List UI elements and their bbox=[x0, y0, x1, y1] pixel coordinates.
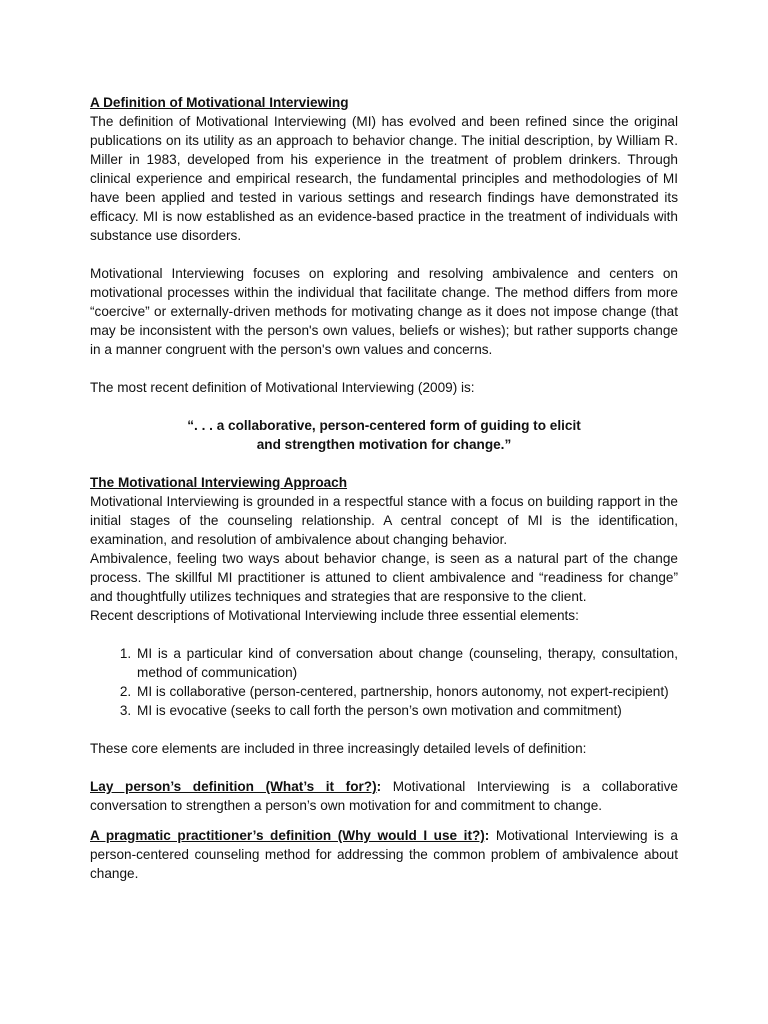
paragraph-essential-elements-intro: Recent descriptions of Motivational Interviewing include three essential elements: bbox=[90, 608, 579, 623]
definition-lay-person: Lay person’s definition (What’s it for?): Motivational Interviewing is a collaborative conversation to strengthen a person’s own motivation for and commitment to change. bbox=[90, 779, 678, 813]
quote-line-2: and strengthen motivation for change.” bbox=[256, 437, 512, 452]
paragraph-approach-rapport: Motivational Interviewing is grounded in a respectful stance with a focus on building rapport in the initial stages of the counseling relationship. A central concept of MI is the identification, examination, and resolution of ambivalence about changing behavior. bbox=[90, 494, 678, 547]
quote-line-1: “. . . a collaborative, person-centered form of guiding to elicit bbox=[187, 418, 581, 433]
definition-pragmatic-text: Motivational Interviewing is a person-centered counseling method for addressing the common problem of ambivalence about change. bbox=[90, 828, 678, 881]
paragraph-recent-definition-intro: The most recent definition of Motivational Interviewing (2009) is: bbox=[90, 380, 475, 395]
paragraph-ambivalence-focus: Motivational Interviewing focuses on exploring and resolving ambivalence and centers on motivational processes within the individual that facilitate change. The method differs from more “coercive” or externally-driven methods for motivating change as it does not impose change (that may be inconsistent with the person's own values, beliefs or wishes); but rather supports change in a manner congruent with the person's own values and concerns. bbox=[90, 266, 678, 357]
definition-pragmatic-label: A pragmatic practitioner’s definition (Why would I use it?) bbox=[90, 828, 485, 843]
paragraph-definition-history: The definition of Motivational Interviewing (MI) has evolved and been refined since the original publications on its utility as an approach to behavior change. The initial description, by William R. Miller in 1983, developed from his experience in the treatment of problem drinkers. Through clinical experience and empirical research, the fundamental principles and methodologies of MI have been applied and tested in various settings and research findings have demonstrated its efficacy. MI is now established as an evidence-based practice in the treatment of individuals with substance use disorders. bbox=[90, 114, 678, 243]
paragraph-approach-ambivalence: Ambivalence, feeling two ways about behavior change, is seen as a natural part of the change process. The skillful MI practitioner is attuned to client ambivalence and “readiness for change” and thoughtfully utilizes techniques and strategies that are responsive to the client. bbox=[90, 551, 678, 604]
section-heading-definition: A Definition of Motivational Interviewing bbox=[90, 95, 349, 110]
section-heading-approach: The Motivational Interviewing Approach bbox=[90, 475, 348, 490]
list-item: 1. MI is a particular kind of conversation about change (counseling, therapy, consultation, method of communication) bbox=[135, 644, 678, 682]
list-item: 3. MI is evocative (seeks to call forth the person’s own motivation and commitment) bbox=[135, 701, 678, 720]
list-item: 2. MI is collaborative (person-centered, partnership, honors autonomy, not expert-recipient) bbox=[135, 682, 678, 701]
definition-lay-text: Motivational Interviewing is a collaborative conversation to strengthen a person’s own motivation for and commitment to change. bbox=[90, 779, 678, 813]
paragraph-core-elements: These core elements are included in three increasingly detailed levels of definition: bbox=[90, 741, 587, 756]
document-page bbox=[90, 93, 678, 883]
essential-elements-list bbox=[90, 644, 678, 720]
definition-lay-label: Lay person’s definition (What’s it for?) bbox=[90, 779, 377, 794]
definition-pragmatic-practitioner: A pragmatic practitioner’s definition (Why would I use it?): Motivational Interviewing is a person-centered counseling method for addressing the common problem of ambivalence about change. bbox=[90, 828, 678, 881]
